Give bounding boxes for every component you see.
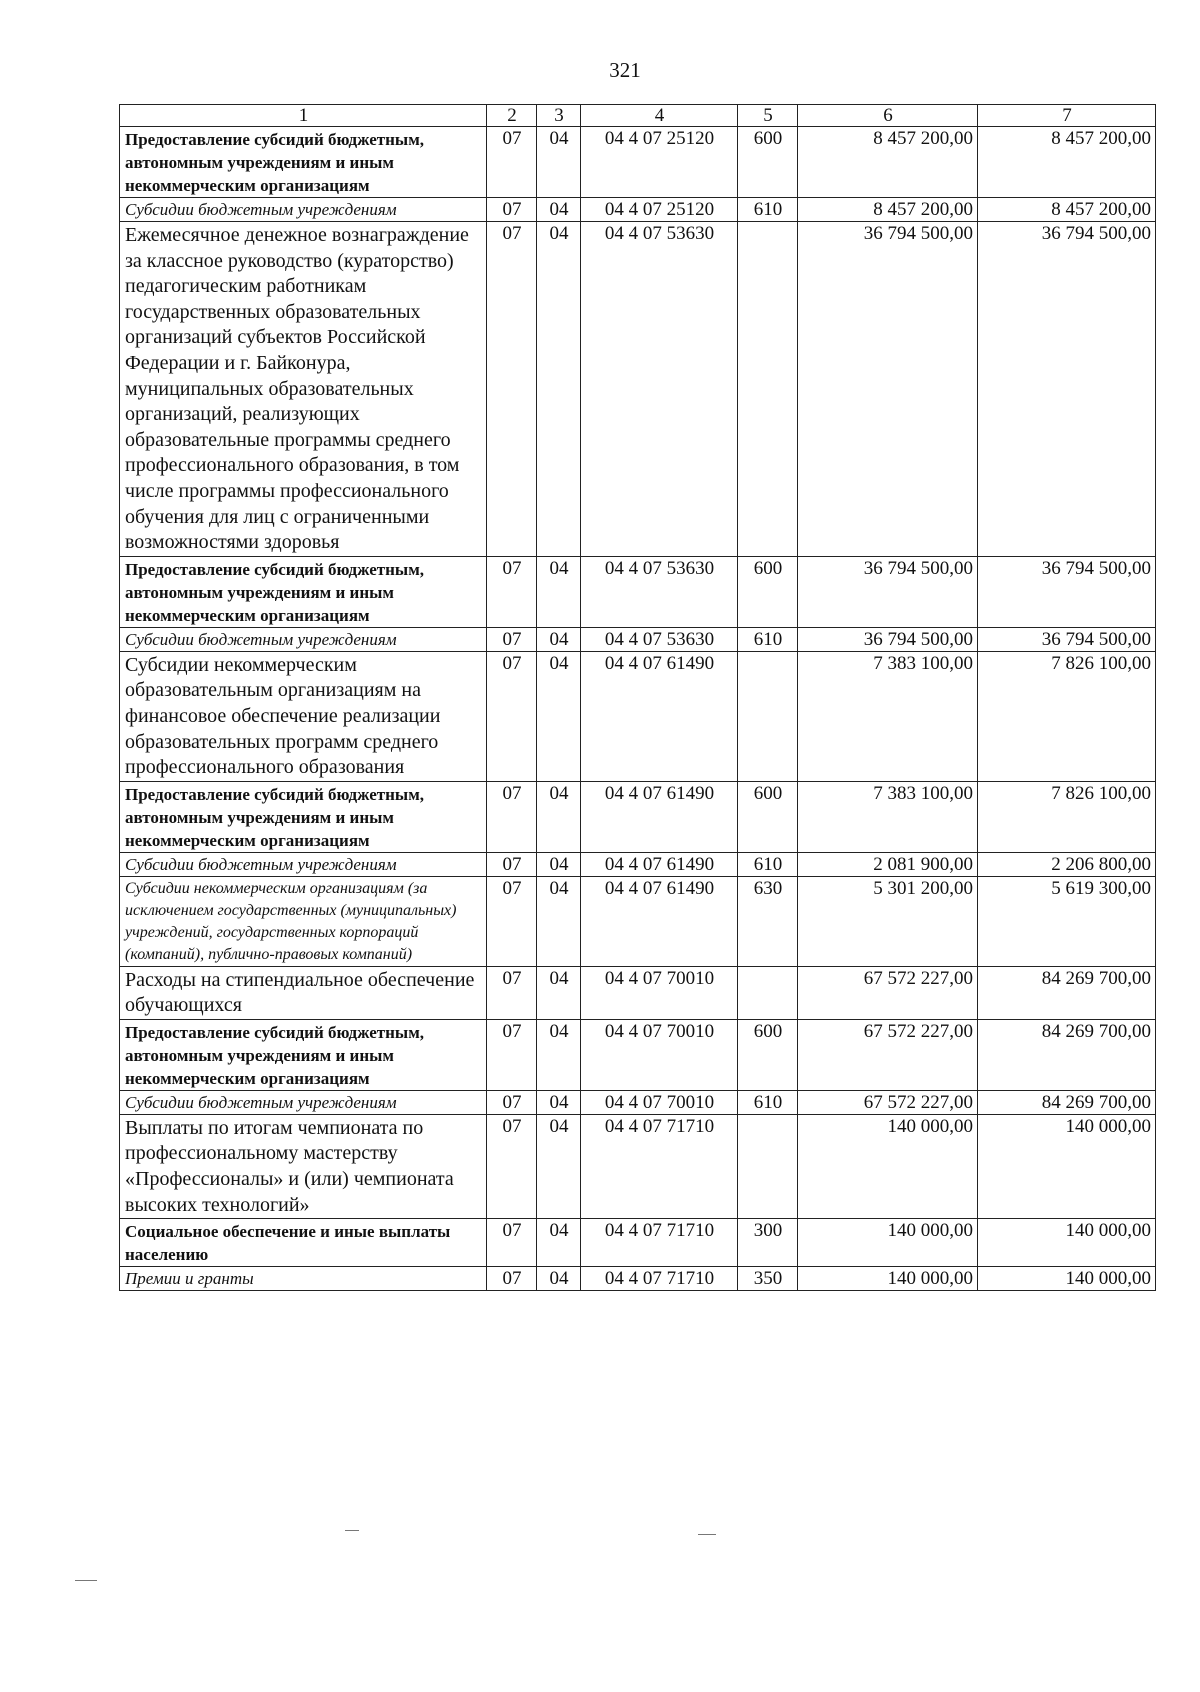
subsection-code: 04 bbox=[537, 781, 581, 852]
section-code: 07 bbox=[487, 222, 537, 557]
target-article-code: 04 4 07 70010 bbox=[581, 1019, 738, 1090]
row-name: Выплаты по итогам чемпионата по профессиональному мастерству «Профессионалы» и (или) чемпионата высоких технологий» bbox=[120, 1114, 487, 1218]
row-name: Предоставление субсидий бюджетным, автономным учреждениям и иным некоммерческим организациям bbox=[120, 556, 487, 627]
amount-col6: 7 383 100,00 bbox=[798, 651, 978, 781]
target-article-code: 04 4 07 71710 bbox=[581, 1267, 738, 1291]
amount-col6: 36 794 500,00 bbox=[798, 556, 978, 627]
row-name: Предоставление субсидий бюджетным, автономным учреждениям и иным некоммерческим организациям bbox=[120, 1019, 487, 1090]
amount-col7: 8 457 200,00 bbox=[978, 198, 1156, 222]
header-cell: 7 bbox=[978, 105, 1156, 127]
table-row bbox=[120, 1267, 1156, 1291]
section-code: 07 bbox=[487, 1019, 537, 1090]
row-name: Субсидии некоммерческим образовательным организациям на финансовое обеспечение реализации образовательных программ среднего профессионального образования bbox=[120, 651, 487, 781]
amount-col7: 84 269 700,00 bbox=[978, 1090, 1156, 1114]
expense-type-code: 610 bbox=[738, 198, 798, 222]
amount-col6: 5 301 200,00 bbox=[798, 876, 978, 966]
amount-col7: 36 794 500,00 bbox=[978, 222, 1156, 557]
row-name: Расходы на стипендиальное обеспечение обучающихся bbox=[120, 966, 487, 1019]
section-code: 07 bbox=[487, 651, 537, 781]
target-article-code: 04 4 07 71710 bbox=[581, 1219, 738, 1267]
header-cell: 2 bbox=[487, 105, 537, 127]
target-article-code: 04 4 07 61490 bbox=[581, 876, 738, 966]
section-code: 07 bbox=[487, 127, 537, 198]
amount-col6: 36 794 500,00 bbox=[798, 627, 978, 651]
table-row bbox=[120, 127, 1156, 198]
scan-speck bbox=[345, 1530, 359, 1531]
expense-type-code: 600 bbox=[738, 781, 798, 852]
subsection-code: 04 bbox=[537, 556, 581, 627]
table-row bbox=[120, 852, 1156, 876]
target-article-code: 04 4 07 61490 bbox=[581, 781, 738, 852]
amount-col6: 140 000,00 bbox=[798, 1114, 978, 1218]
subsection-code: 04 bbox=[537, 651, 581, 781]
amount-col6: 67 572 227,00 bbox=[798, 1019, 978, 1090]
expense-type-code: 610 bbox=[738, 627, 798, 651]
amount-col6: 8 457 200,00 bbox=[798, 198, 978, 222]
subsection-code: 04 bbox=[537, 627, 581, 651]
table-row bbox=[120, 627, 1156, 651]
section-code: 07 bbox=[487, 198, 537, 222]
subsection-code: 04 bbox=[537, 198, 581, 222]
table-row bbox=[120, 1219, 1156, 1267]
amount-col7: 2 206 800,00 bbox=[978, 852, 1156, 876]
subsection-code: 04 bbox=[537, 222, 581, 557]
section-code: 07 bbox=[487, 556, 537, 627]
table-row bbox=[120, 1090, 1156, 1114]
row-name: Предоставление субсидий бюджетным, автономным учреждениям и иным некоммерческим организациям bbox=[120, 781, 487, 852]
amount-col7: 8 457 200,00 bbox=[978, 127, 1156, 198]
row-name: Субсидии бюджетным учреждениям bbox=[120, 627, 487, 651]
subsection-code: 04 bbox=[537, 1114, 581, 1218]
amount-col7: 36 794 500,00 bbox=[978, 627, 1156, 651]
row-name: Социальное обеспечение и иные выплаты населению bbox=[120, 1219, 487, 1267]
amount-col6: 36 794 500,00 bbox=[798, 222, 978, 557]
header-cell: 4 bbox=[581, 105, 738, 127]
amount-col6: 67 572 227,00 bbox=[798, 966, 978, 1019]
expense-type-code bbox=[738, 651, 798, 781]
target-article-code: 04 4 07 61490 bbox=[581, 651, 738, 781]
expense-type-code: 600 bbox=[738, 127, 798, 198]
subsection-code: 04 bbox=[537, 127, 581, 198]
header-cell: 3 bbox=[537, 105, 581, 127]
subsection-code: 04 bbox=[537, 876, 581, 966]
page-number: 321 bbox=[609, 58, 641, 82]
amount-col7: 84 269 700,00 bbox=[978, 1019, 1156, 1090]
expense-type-code: 600 bbox=[738, 1019, 798, 1090]
expense-type-code: 630 bbox=[738, 876, 798, 966]
amount-col7: 140 000,00 bbox=[978, 1219, 1156, 1267]
section-code: 07 bbox=[487, 627, 537, 651]
header-row bbox=[120, 105, 1156, 127]
section-code: 07 bbox=[487, 1114, 537, 1218]
expense-type-code bbox=[738, 222, 798, 557]
target-article-code: 04 4 07 25120 bbox=[581, 127, 738, 198]
header-cell: 5 bbox=[738, 105, 798, 127]
amount-col7: 140 000,00 bbox=[978, 1114, 1156, 1218]
amount-col6: 2 081 900,00 bbox=[798, 852, 978, 876]
amount-col7: 36 794 500,00 bbox=[978, 556, 1156, 627]
section-code: 07 bbox=[487, 852, 537, 876]
row-name: Субсидии некоммерческим организациям (за исключением государственных (муниципальных) учреждений, государственных корпораций (компаний), публично-правовых компаний) bbox=[120, 876, 487, 966]
expense-type-code: 300 bbox=[738, 1219, 798, 1267]
expense-type-code: 600 bbox=[738, 556, 798, 627]
table-row bbox=[120, 966, 1156, 1019]
expense-type-code bbox=[738, 966, 798, 1019]
amount-col7: 84 269 700,00 bbox=[978, 966, 1156, 1019]
amount-col6: 7 383 100,00 bbox=[798, 781, 978, 852]
table-row bbox=[120, 1019, 1156, 1090]
scan-speck bbox=[75, 1580, 97, 1581]
row-name: Субсидии бюджетным учреждениям bbox=[120, 198, 487, 222]
target-article-code: 04 4 07 71710 bbox=[581, 1114, 738, 1218]
expense-type-code: 610 bbox=[738, 1090, 798, 1114]
subsection-code: 04 bbox=[537, 1019, 581, 1090]
subsection-code: 04 bbox=[537, 1090, 581, 1114]
target-article-code: 04 4 07 70010 bbox=[581, 1090, 738, 1114]
expense-type-code bbox=[738, 1114, 798, 1218]
amount-col6: 140 000,00 bbox=[798, 1267, 978, 1291]
amount-col7: 7 826 100,00 bbox=[978, 781, 1156, 852]
target-article-code: 04 4 07 53630 bbox=[581, 556, 738, 627]
header-cell: 6 bbox=[798, 105, 978, 127]
table-row bbox=[120, 556, 1156, 627]
target-article-code: 04 4 07 53630 bbox=[581, 222, 738, 557]
amount-col6: 140 000,00 bbox=[798, 1219, 978, 1267]
table-row bbox=[120, 222, 1156, 557]
target-article-code: 04 4 07 61490 bbox=[581, 852, 738, 876]
row-name: Субсидии бюджетным учреждениям bbox=[120, 852, 487, 876]
section-code: 07 bbox=[487, 1219, 537, 1267]
scan-speck bbox=[698, 1534, 716, 1535]
amount-col7: 5 619 300,00 bbox=[978, 876, 1156, 966]
budget-table bbox=[119, 104, 1156, 1291]
table-row bbox=[120, 198, 1156, 222]
amount-col6: 67 572 227,00 bbox=[798, 1090, 978, 1114]
section-code: 07 bbox=[487, 876, 537, 966]
target-article-code: 04 4 07 53630 bbox=[581, 627, 738, 651]
section-code: 07 bbox=[487, 966, 537, 1019]
expense-type-code: 610 bbox=[738, 852, 798, 876]
row-name: Ежемесячное денежное вознаграждение за классное руководство (кураторство) педагогическим работникам государственных образовательных организаций субъектов Российской Федерации и г. Байконура, муниципальных образовательных организаций, реализующих образовательные программы среднего профессионального образования, в том числе программы профессионального обучения для лиц с ограниченными возможностями здоровья bbox=[120, 222, 487, 557]
section-code: 07 bbox=[487, 781, 537, 852]
row-name: Предоставление субсидий бюджетным, автономным учреждениям и иным некоммерческим организациям bbox=[120, 127, 487, 198]
table-row bbox=[120, 781, 1156, 852]
row-name: Премии и гранты bbox=[120, 1267, 487, 1291]
subsection-code: 04 bbox=[537, 1267, 581, 1291]
subsection-code: 04 bbox=[537, 1219, 581, 1267]
expense-type-code: 350 bbox=[738, 1267, 798, 1291]
amount-col6: 8 457 200,00 bbox=[798, 127, 978, 198]
section-code: 07 bbox=[487, 1090, 537, 1114]
target-article-code: 04 4 07 70010 bbox=[581, 966, 738, 1019]
table-row bbox=[120, 1114, 1156, 1218]
table-row bbox=[120, 876, 1156, 966]
section-code: 07 bbox=[487, 1267, 537, 1291]
header-cell: 1 bbox=[120, 105, 487, 127]
target-article-code: 04 4 07 25120 bbox=[581, 198, 738, 222]
amount-col7: 140 000,00 bbox=[978, 1267, 1156, 1291]
amount-col7: 7 826 100,00 bbox=[978, 651, 1156, 781]
subsection-code: 04 bbox=[537, 966, 581, 1019]
row-name: Субсидии бюджетным учреждениям bbox=[120, 1090, 487, 1114]
table-row bbox=[120, 651, 1156, 781]
subsection-code: 04 bbox=[537, 852, 581, 876]
